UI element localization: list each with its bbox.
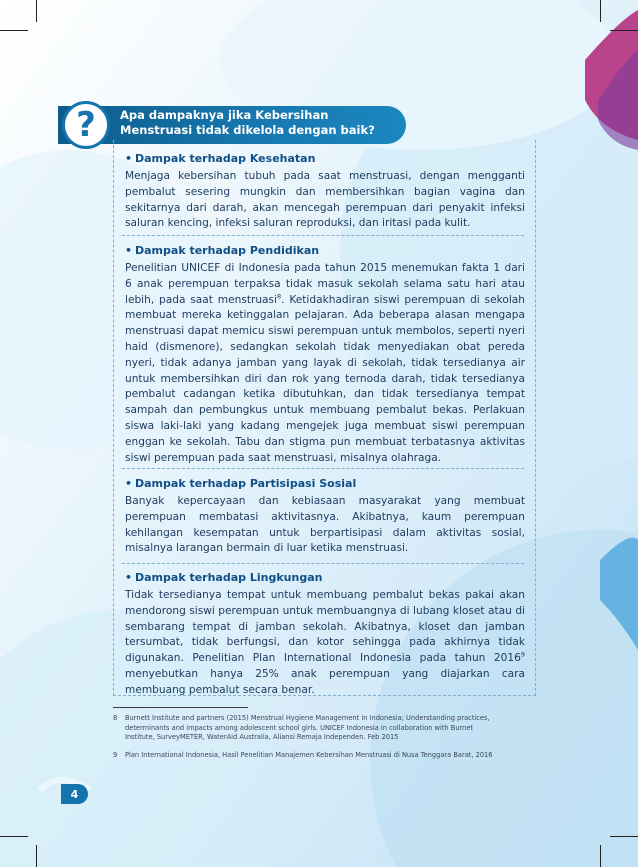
crop-mark: [610, 30, 638, 31]
crop-mark: [610, 836, 638, 837]
section-body-text: Tidak tersedianya tempat untuk membuang pembalut bekas pakai akan mendorong siswi perempuan untuk membuangnya di lubang kloset atau di sembarang tempat di jamban sekolah. Akibatnya, kloset dan jamban tersumbat, tidak berfungsi, dan kotor sehingga pada akhirnya tidak digunakan. Penelitian Plan International Indonesia pada tahun 2016: [125, 589, 525, 665]
section-heading-text: Dampak terhadap Pendidikan: [135, 244, 320, 257]
section-partisipasi-sosial: [125, 476, 525, 557]
section-heading: • Dampak terhadap Pendidikan: [125, 244, 320, 257]
crop-mark: [0, 836, 28, 837]
section-heading-text: Dampak terhadap Partisipasi Sosial: [135, 477, 357, 490]
section-body-text: . Ketidakhadiran siswi perempuan di sekolah membuat mereka ketinggalan pelajaran. Ada beberapa alasan mengapa menstruasi dapat memicu siswi perempuan untuk membolos, seperti nyeri haid (dismenore), sedangkan sekolah tidak menyediakan obat pereda nyeri, tidak adanya jamban yang layak di sekolah, tidak tersedianya air untuk membersihkan diri dan rok yang ternoda darah, tidak tersedianya pembalut cadangan ketika dibutuhkan, dan tidak tersedianya tempat sampah dan pembungkus untuk membuang pembalut bekas. Perlakuan siswa laki-laki yang kadang mengejek juga membuat siswi perempuan enggan ke sekolah. Tabu dan stigma pun membuat terbatasnya aktivitas siswi perempuan pada saat menstruasi, misalnya olahraga.: [125, 293, 525, 464]
section-divider: [122, 468, 524, 469]
section-heading-text: Dampak terhadap Kesehatan: [135, 152, 316, 165]
section-body-text: Penelitian UNICEF di Indonesia pada tahun 2015 menemukan fakta 1 dari 6 anak perempuan terpaksa tidak masuk sekolah selama satu hari atau lebih, pada saat menstruasi: [125, 262, 525, 306]
footnote: [113, 713, 493, 742]
section-divider: [122, 563, 524, 564]
footnote-rule: [113, 707, 248, 708]
section-lingkungan: [125, 570, 525, 699]
section-pendidikan: [125, 243, 525, 466]
crop-mark: [36, 845, 37, 867]
footnote-number: 9: [113, 750, 118, 759]
section-heading: • Dampak terhadap Kesehatan: [125, 152, 316, 165]
footnote-ref: 9: [520, 650, 525, 659]
crop-mark: [36, 0, 37, 22]
page-number: 4: [61, 784, 88, 804]
section-body: [125, 588, 525, 699]
crop-mark: [600, 845, 601, 867]
question-mark-icon: ?: [62, 101, 110, 149]
section-kesehatan: [125, 151, 525, 232]
crop-mark: [600, 0, 601, 22]
section-body: [125, 261, 525, 466]
footnote-text: Plan International Indonesia, Hasil Penelitian Manajemen Kebersihan Menstruasi di Nusa Tenggara Barat, 2016: [125, 750, 493, 759]
section-heading: • Dampak terhadap Partisipasi Sosial: [125, 477, 357, 490]
section-body-text: menyebutkan hanya 25% anak perempuan yang diajarkan cara membuang pembalut secara benar.: [125, 667, 525, 696]
section-body: Menjaga kebersihan tubuh pada saat menstruasi, dengan mengganti pembalut sesering mungkin dan membersihkan bagian vagina dan sekitarnya dari darah, akan mencegah perempuan dari penyakit infeksi saluran kencing, infeksi saluran reproduksi, dan iritasi pada kulit.: [125, 170, 525, 230]
footnote: [113, 750, 493, 760]
footnote-number: 8: [113, 713, 118, 722]
section-divider: [122, 235, 524, 236]
section-body: Banyak kepercayaan dan kebiasaan masyarakat yang membuat perempuan membatasi aktivitasnya. Akibatnya, kaum perempuan kehilangan kesempatan untuk berpartisipasi dalam aktivitas sosial, misalnya larangan bermain di luar ketika menstruasi.: [125, 495, 525, 555]
crop-mark: [0, 30, 28, 31]
footnote-ref: 8: [277, 292, 282, 301]
page-title: Apa dampaknya jika Kebersihan Menstruasi tidak dikelola dengan baik?: [120, 108, 375, 137]
section-heading-text: Dampak terhadap Lingkungan: [135, 571, 323, 584]
footnote-text: Burnett Institute and partners (2015) Menstrual Hygiene Management in Indonesia; Understanding practices, determinants and impacts among adolescent school girls. UNICEF Indonesia in collaboration with Burnet Institute, SurveyMETER, WaterAid Australia, Aliansi Remaja Independen. Feb 2015: [125, 713, 490, 741]
section-heading: • Dampak terhadap Lingkungan: [125, 571, 323, 584]
